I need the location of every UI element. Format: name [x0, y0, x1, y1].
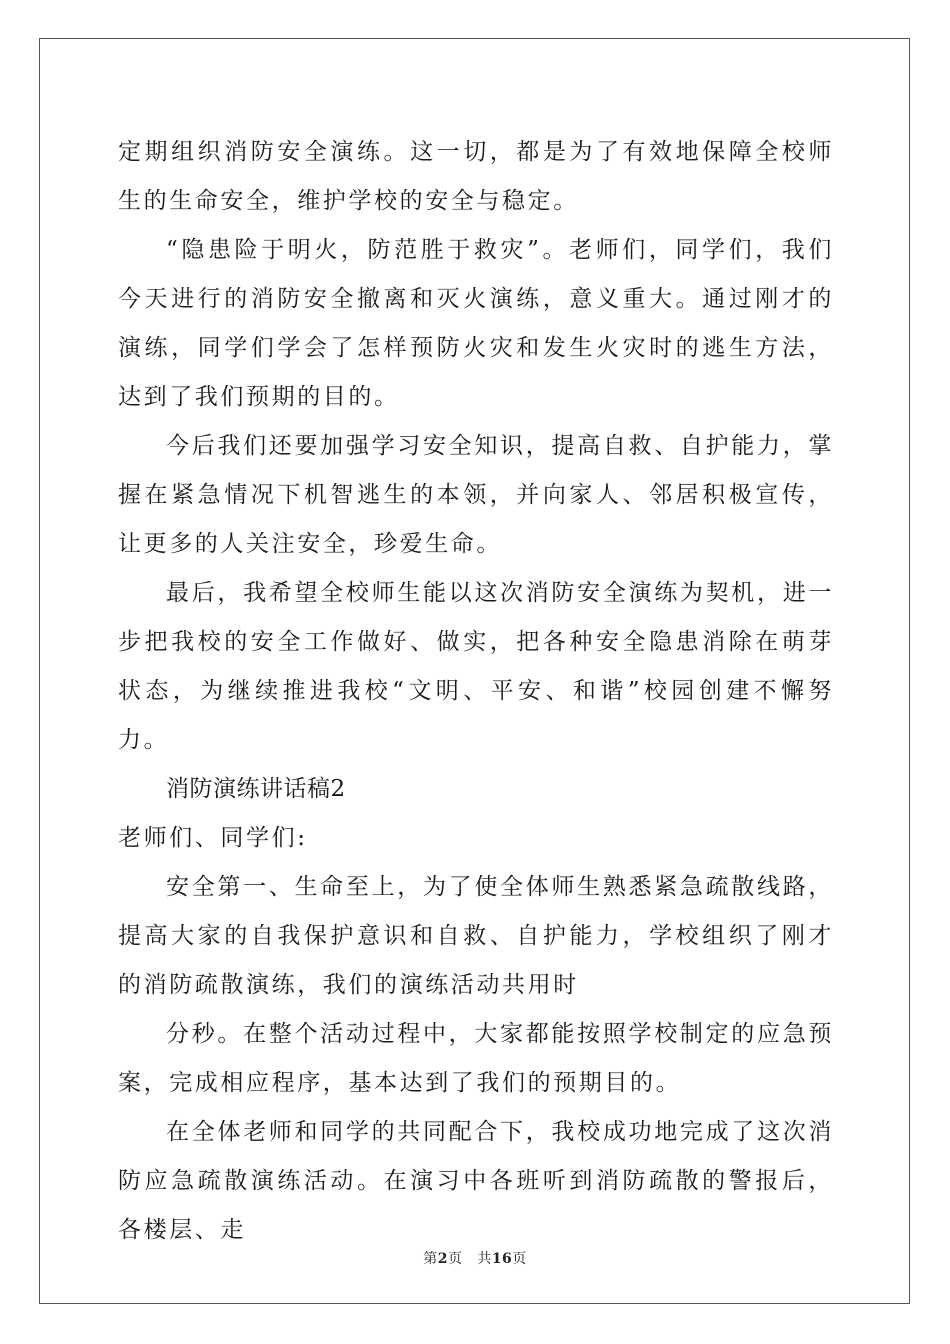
total-suffix: 页 [512, 1251, 527, 1267]
salutation: 老师们、同学们: [118, 825, 308, 851]
document-body [118, 128, 834, 1255]
paragraph-1: 定期组织消防安全演练。这一切，都是为了有效地保障全校师生的生命安全，维护学校的安全与稳定。 [118, 139, 834, 214]
total-prefix: 共 [477, 1251, 492, 1267]
paragraph-3: 今后我们还要加强学习安全知识，提高自救、自护能力，掌握在紧急情况下机智逃生的本领，并向家人、邻居积极宣传，让更多的人关注安全，珍爱生命。 [118, 433, 834, 557]
page-footer [0, 1248, 950, 1268]
paragraph-5: 安全第一、生命至上，为了使全体师生熟悉紧急疏散线路，提高大家的自我保护意识和自救、自护能力，学校组织了刚才的消防疏散演练，我们的演练活动共用时 [118, 874, 834, 998]
section-title: 消防演练讲话稿2 [166, 776, 346, 802]
page-suffix: 页 [447, 1251, 463, 1267]
page-number: 2 [437, 1251, 448, 1267]
paragraph-2: “隐患险于明火，防范胜于救灾”。老师们，同学们，我们今天进行的消防安全撤离和灭火演练，意义重大。通过刚才的演练，同学们学会了怎样预防火灾和发生火灾时的逃生方法，达到了我们预期的目的。 [118, 237, 834, 410]
paragraph-6: 分秒。在整个活动过程中，大家都能按照学校制定的应急预案，完成相应程序，基本达到了我们的预期目的。 [118, 1021, 834, 1096]
total-pages: 16 [491, 1251, 513, 1267]
paragraph-7: 在全体老师和同学的共同配合下，我校成功地完成了这次消防应急疏散演练活动。在演习中各班听到消防疏散的警报后，各楼层、走 [118, 1119, 834, 1243]
page-prefix: 第 [423, 1251, 438, 1267]
paragraph-4: 最后，我希望全校师生能以这次消防安全演练为契机，进一步把我校的安全工作做好、做实，把各种安全隐患消除在萌芽状态，为继续推进我校“文明、平安、和谐”校园创建不懈努力。 [118, 580, 834, 753]
